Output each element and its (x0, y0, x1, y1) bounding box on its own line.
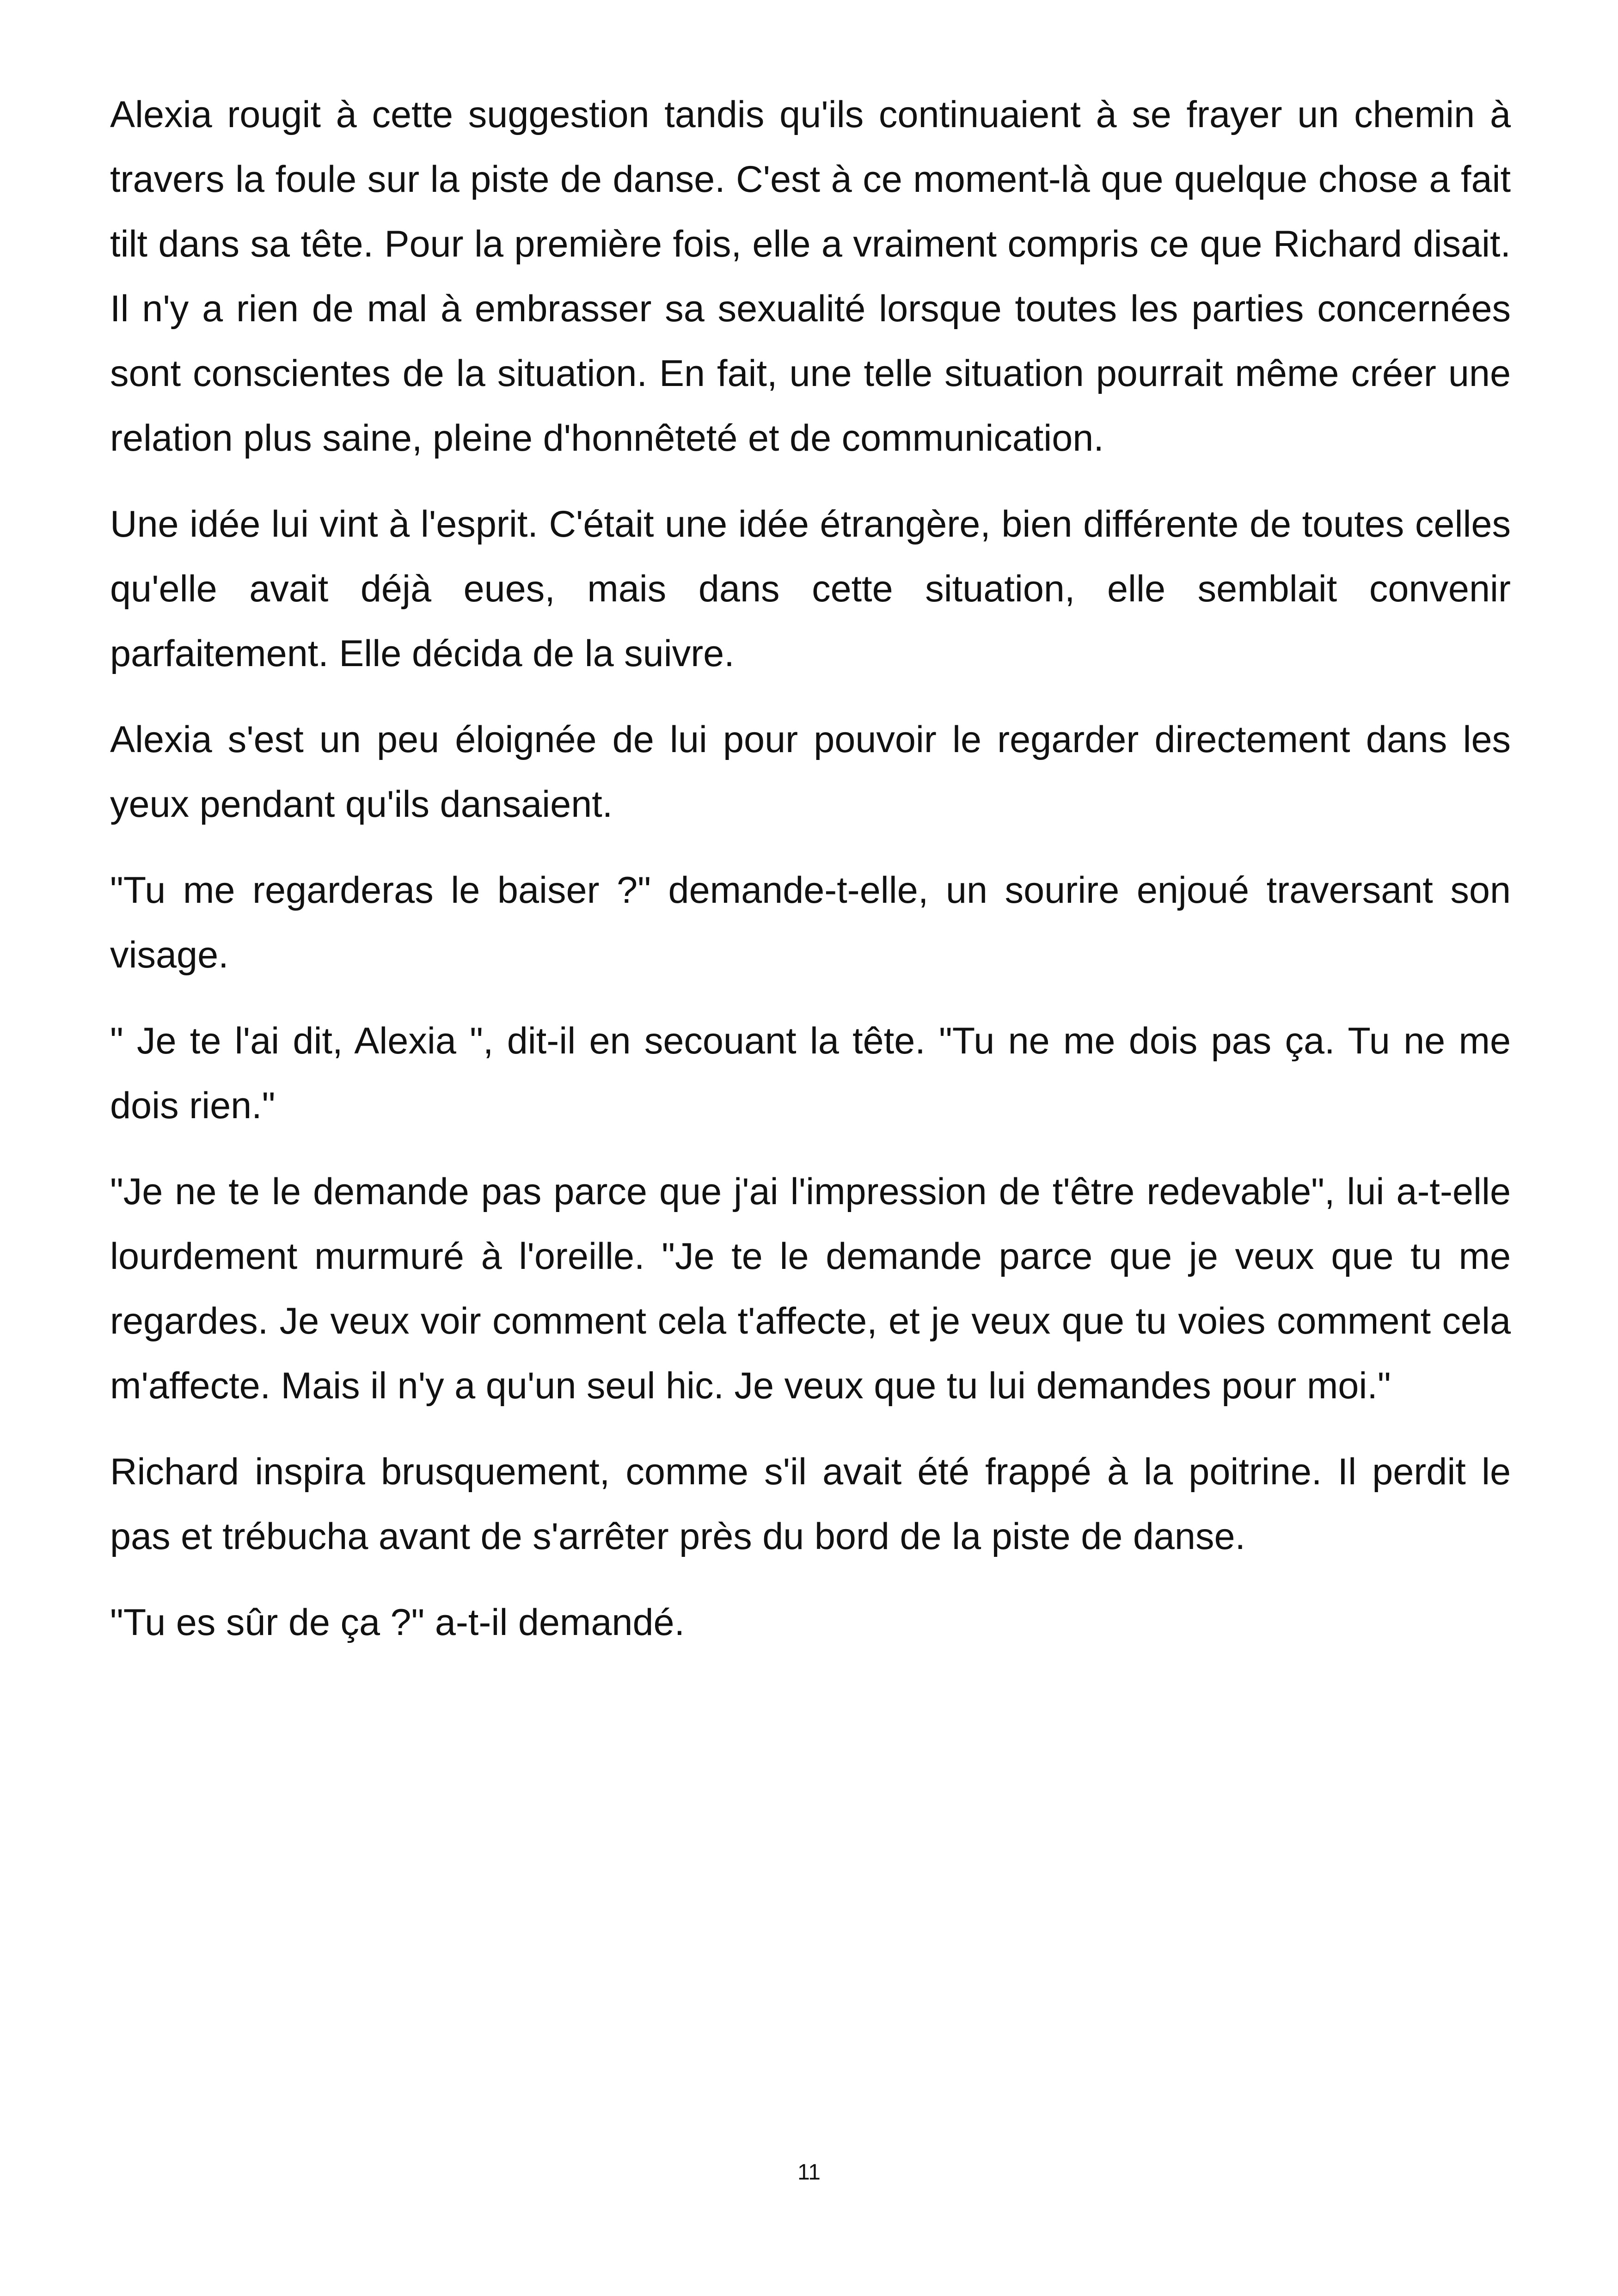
paragraph: Richard inspira brusquement, comme s'il avait été frappé à la poitrine. Il perdit le pas et trébucha avant de s'arrêter près du bord de la piste de danse. (110, 1451, 1511, 1557)
body-text (110, 82, 1511, 1676)
paragraph: "Je ne te le demande pas parce que j'ai l'impression de t'être redevable", lui a-t-elle lourdement murmuré à l'oreille. "Je te le demande parce que je veux que tu me regardes. Je veux voir comment cela t'affecte, et je veux que tu voies comment cela m'affecte. Mais il n'y a qu'un seul hic. Je veux que tu lui demandes pour moi." (110, 1171, 1511, 1407)
paragraph: Alexia s'est un peu éloignée de lui pour pouvoir le regarder directement dans les yeux pendant qu'ils dansaient. (110, 719, 1511, 825)
page-number: 11 (797, 2160, 821, 2185)
paragraph: Alexia rougit à cette suggestion tandis qu'ils continuaient à se frayer un chemin à travers la foule sur la piste de danse. C'est à ce moment-là que quelque chose a fait tilt dans sa tête. Pour la première fois, elle a vraiment compris ce que Richard disait. Il n'y a rien de mal à embrasser sa sexualité lorsque toutes les parties concernées sont conscientes de la situation. En fait, une telle situation pourrait même créer une relation plus saine, pleine d'honnêteté et de communication. (110, 94, 1511, 459)
paragraph: Une idée lui vint à l'esprit. C'était une idée étrangère, bien différente de toutes celles qu'elle avait déjà eues, mais dans cette situation, elle semblait convenir parfaitement. Elle décida de la suivre. (110, 503, 1511, 674)
paragraph: " Je te l'ai dit, Alexia ", dit-il en secouant la tête. "Tu ne me dois pas ça. Tu ne me dois rien." (110, 1020, 1511, 1127)
paragraph: "Tu me regarderas le baiser ?" demande-t-elle, un sourire enjoué traversant son visage. (110, 869, 1511, 976)
paragraph: "Tu es sûr de ça ?" a-t-il demandé. (110, 1602, 685, 1643)
